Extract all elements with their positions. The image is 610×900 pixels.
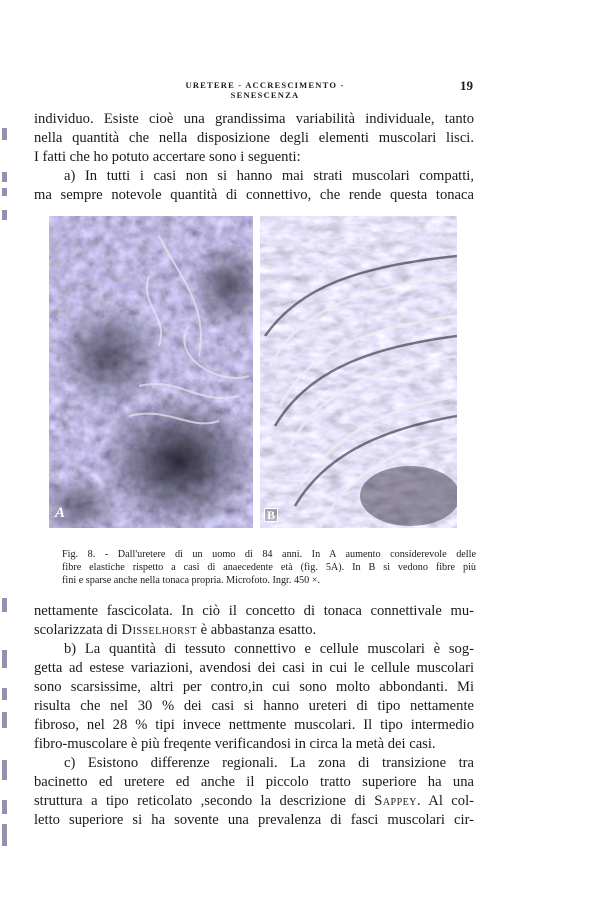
text-fragment: è abbastanza esatto. bbox=[197, 622, 317, 638]
text-fragment: . Al col- bbox=[417, 793, 474, 809]
body-text-top bbox=[34, 110, 474, 205]
text-line: ma sempre notevole quantità di connettivo, che rende questa tonaca bbox=[34, 187, 474, 203]
caption-line: fibre elastiche rispetto a casi di anaecedente età (fig. 5A). In B si vedono fibre più bbox=[62, 562, 476, 573]
text-line bbox=[34, 792, 474, 811]
page-number: 19 bbox=[460, 78, 473, 93]
caption-line: fini e sparse anche nella tonaca propria. Microfoto. Ingr. 450 ×. bbox=[62, 575, 321, 586]
figure-caption bbox=[62, 548, 476, 587]
text-line: bacinetto ed uretere ed anche il piccolo tratto superiore ha una bbox=[34, 774, 474, 790]
text-line: a) In tutti i casi non si hanno mai strati muscolari compatti, bbox=[64, 168, 474, 184]
author-name: Sappey bbox=[374, 793, 417, 809]
caption-line: Fig. 8. - Dall'uretere di un uomo di 84 anni. In A aumento considerevole delle bbox=[62, 549, 476, 560]
text-line: fibroso, nel 28 % tipi invece nettmente muscolari. Il tipo intermedio bbox=[34, 717, 474, 733]
micrograph-a-image bbox=[49, 216, 253, 528]
text-line: c) Esistono differenze regionali. La zona di transizione tra bbox=[64, 755, 474, 771]
micrograph-b-image bbox=[260, 216, 457, 528]
binding-margin-marks bbox=[0, 0, 14, 900]
text-line: nella quantità che nella disposizione degli elementi muscolari lisci. bbox=[34, 130, 474, 146]
panel-a-label: A bbox=[55, 505, 66, 521]
text-line: getta ad estese variazioni, avendosi dei casi in cui le cellule muscolari bbox=[34, 660, 474, 676]
text-fragment: struttura a tipo reticolato ,secondo la descrizione di bbox=[34, 793, 366, 809]
text-line: letto superiore si ha sovente una prevalenza di fasci muscolari cir- bbox=[34, 812, 474, 828]
text-line: individuo. Esiste cioè una grandissima variabilità individuale, tanto bbox=[34, 111, 474, 127]
text-line: I fatti che ho potuto accertare sono i seguenti: bbox=[34, 149, 301, 165]
author-name: Disselhorst bbox=[121, 622, 198, 638]
running-head: URETERE - ACCRESCIMENTO - SENESCENZA bbox=[185, 80, 345, 100]
text-line: b) La quantità di tessuto connettivo e cellule muscolari è sog- bbox=[64, 641, 474, 657]
micrograph-panel-a bbox=[49, 216, 253, 528]
body-text-bottom bbox=[34, 602, 474, 830]
text-line: risulta che nel 30 % dei casi si hanno ureteri di tipo nettamente bbox=[34, 698, 474, 714]
text-line bbox=[34, 621, 474, 640]
panel-b-label: B bbox=[264, 508, 278, 522]
text-line: fibro-muscolare è più freqente verificandosi in circa la metà dei casi. bbox=[34, 736, 436, 752]
micrograph-figure bbox=[49, 216, 457, 528]
text-line: sono scarsissime, altri per contro,in cui sono molto abbondanti. Mi bbox=[34, 679, 474, 695]
text-fragment: scolarizzata di bbox=[34, 622, 118, 638]
text-line: nettamente fascicolata. In ciò il concetto di tonaca connettivale mu- bbox=[34, 603, 474, 619]
micrograph-panel-b bbox=[260, 216, 457, 528]
